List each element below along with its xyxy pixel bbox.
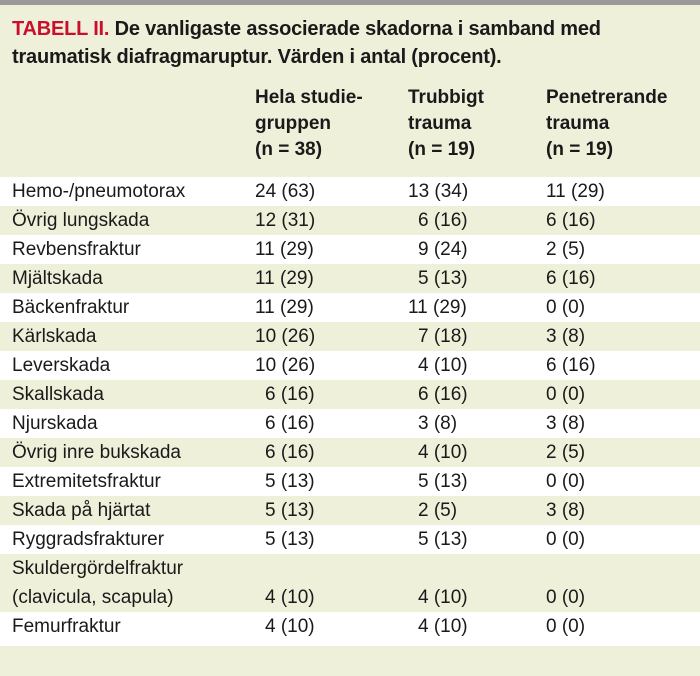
table-row [0, 554, 700, 612]
injury-cell [0, 293, 255, 322]
table-row [0, 177, 700, 206]
value-cell-blunt: 6 (16) [418, 384, 468, 405]
value-cell-penetrating: 6 (16) [546, 210, 596, 231]
injury-name: Övrig lungskada [12, 210, 150, 231]
value-cell-blunt: 4 (10) [418, 616, 468, 637]
value-cell-blunt: 4 (10) [418, 355, 468, 376]
header-line: trauma [408, 113, 472, 134]
injury-name: Skallskada [12, 384, 104, 405]
table-row [0, 525, 700, 554]
table-label: TABELL II. [12, 18, 110, 40]
header-line: Penetrerande [546, 87, 668, 108]
injury-name: Övrig inre bukskada [12, 442, 181, 463]
value-cell-penetrating: 11 (29) [546, 181, 605, 202]
injury-cell [0, 235, 255, 264]
injury-cell [0, 467, 255, 496]
column-header-total [255, 77, 408, 177]
table-row [0, 322, 700, 351]
table-row [0, 235, 700, 264]
table-row [0, 467, 700, 496]
value-cell-penetrating: 6 (16) [546, 355, 596, 376]
value-cell-penetrating: 3 (8) [546, 326, 586, 347]
injury-name: Mjältskada [12, 268, 103, 289]
injury-cell [0, 554, 255, 612]
table-caption: De vanligaste associerade skadorna i samband med traumatisk diafragmaruptur. Värden i antal (procent). [12, 18, 601, 68]
value-cell-blunt: 4 (10) [418, 587, 468, 608]
value-cell-penetrating: 2 (5) [546, 239, 586, 260]
value-cell-blunt: 5 (13) [418, 471, 468, 492]
header-line: Trubbigt [408, 87, 484, 108]
injury-name: Bäckenfraktur [12, 297, 130, 318]
header-line: Hela studie- [255, 87, 363, 108]
injury-name: Skada på hjärtat [12, 500, 151, 521]
table-header [0, 77, 700, 177]
injury-name: Kärlskada [12, 326, 97, 347]
injury-cell [0, 409, 255, 438]
table-body [0, 177, 700, 646]
injury-cell [0, 206, 255, 235]
table-footer [0, 646, 700, 676]
injury-name-line2: (clavicula, scapula) [12, 587, 174, 608]
column-header-penetrating [546, 77, 700, 177]
injury-name: Femurfraktur [12, 616, 121, 637]
table-row [0, 264, 700, 293]
value-cell-blunt: 13 (34) [408, 181, 469, 202]
value-cell-total: 10 (26) [255, 326, 316, 347]
injury-name: Ryggradsfrakturer [12, 529, 165, 550]
table-row [0, 293, 700, 322]
value-cell-total: 4 (10) [265, 587, 315, 608]
injury-cell [0, 612, 255, 646]
value-cell-blunt: 6 (16) [418, 210, 468, 231]
value-cell-penetrating: 0 (0) [546, 471, 586, 492]
value-cell-total: 24 (63) [255, 181, 316, 202]
value-cell-total: 6 (16) [265, 384, 315, 405]
value-cell-total: 10 (26) [255, 355, 316, 376]
value-cell-penetrating: 2 (5) [546, 442, 586, 463]
injury-cell [0, 496, 255, 525]
table-row [0, 496, 700, 525]
value-cell-penetrating: 6 (16) [546, 268, 596, 289]
value-cell-total: 6 (16) [265, 413, 315, 434]
value-cell-total: 11 (29) [255, 268, 314, 289]
value-cell-penetrating: 0 (0) [546, 529, 586, 550]
injury-name: Hemo-/pneumotorax [12, 181, 186, 202]
value-cell-total: 5 (13) [265, 529, 315, 550]
injury-name: Leverskada [12, 355, 111, 376]
value-cell-total: 12 (31) [255, 210, 316, 231]
value-cell-blunt: 9 (24) [418, 239, 468, 260]
value-cell-blunt: 7 (18) [418, 326, 468, 347]
value-cell-total: 5 (13) [265, 500, 315, 521]
value-cell-blunt: 5 (13) [418, 529, 468, 550]
value-cell-blunt: 4 (10) [418, 442, 468, 463]
value-cell-penetrating: 3 (8) [546, 500, 586, 521]
value-cell-total: 5 (13) [265, 471, 315, 492]
table-row [0, 206, 700, 235]
value-cell-penetrating: 0 (0) [546, 587, 586, 608]
header-n: (n = 19) [408, 139, 476, 160]
column-header-blunt [408, 77, 546, 177]
injury-cell [0, 380, 255, 409]
injury-name: Njurskada [12, 413, 98, 434]
value-cell-penetrating: 0 (0) [546, 384, 586, 405]
value-cell-blunt: 5 (13) [418, 268, 468, 289]
header-line: gruppen [255, 113, 331, 134]
value-cell-penetrating: 0 (0) [546, 297, 586, 318]
value-cell-blunt: 2 (5) [418, 500, 458, 521]
value-cell-blunt: 3 (8) [418, 413, 458, 434]
header-line: trauma [546, 113, 610, 134]
injury-cell [0, 351, 255, 380]
injury-name: Extremitetsfraktur [12, 471, 161, 492]
value-cell-total: 4 (10) [265, 616, 315, 637]
value-cell-penetrating: 3 (8) [546, 413, 586, 434]
injury-name: Revbensfraktur [12, 239, 141, 260]
table-row [0, 380, 700, 409]
injury-cell [0, 322, 255, 351]
value-cell-total: 11 (29) [255, 239, 314, 260]
table-row [0, 351, 700, 380]
injury-cell [0, 264, 255, 293]
value-cell-penetrating: 0 (0) [546, 616, 586, 637]
header-n: (n = 38) [255, 139, 323, 160]
value-cell-total: 6 (16) [265, 442, 315, 463]
injury-cell [0, 438, 255, 467]
header-empty-cell [0, 77, 255, 177]
table-row [0, 409, 700, 438]
injury-cell [0, 177, 255, 206]
table-row [0, 612, 700, 646]
injury-cell [0, 525, 255, 554]
table-title [0, 5, 700, 77]
injury-name: Skuldergördelfraktur [12, 558, 184, 579]
header-n: (n = 19) [546, 139, 614, 160]
value-cell-blunt: 11 (29) [408, 297, 467, 318]
table-row [0, 438, 700, 467]
value-cell-total: 11 (29) [255, 297, 314, 318]
